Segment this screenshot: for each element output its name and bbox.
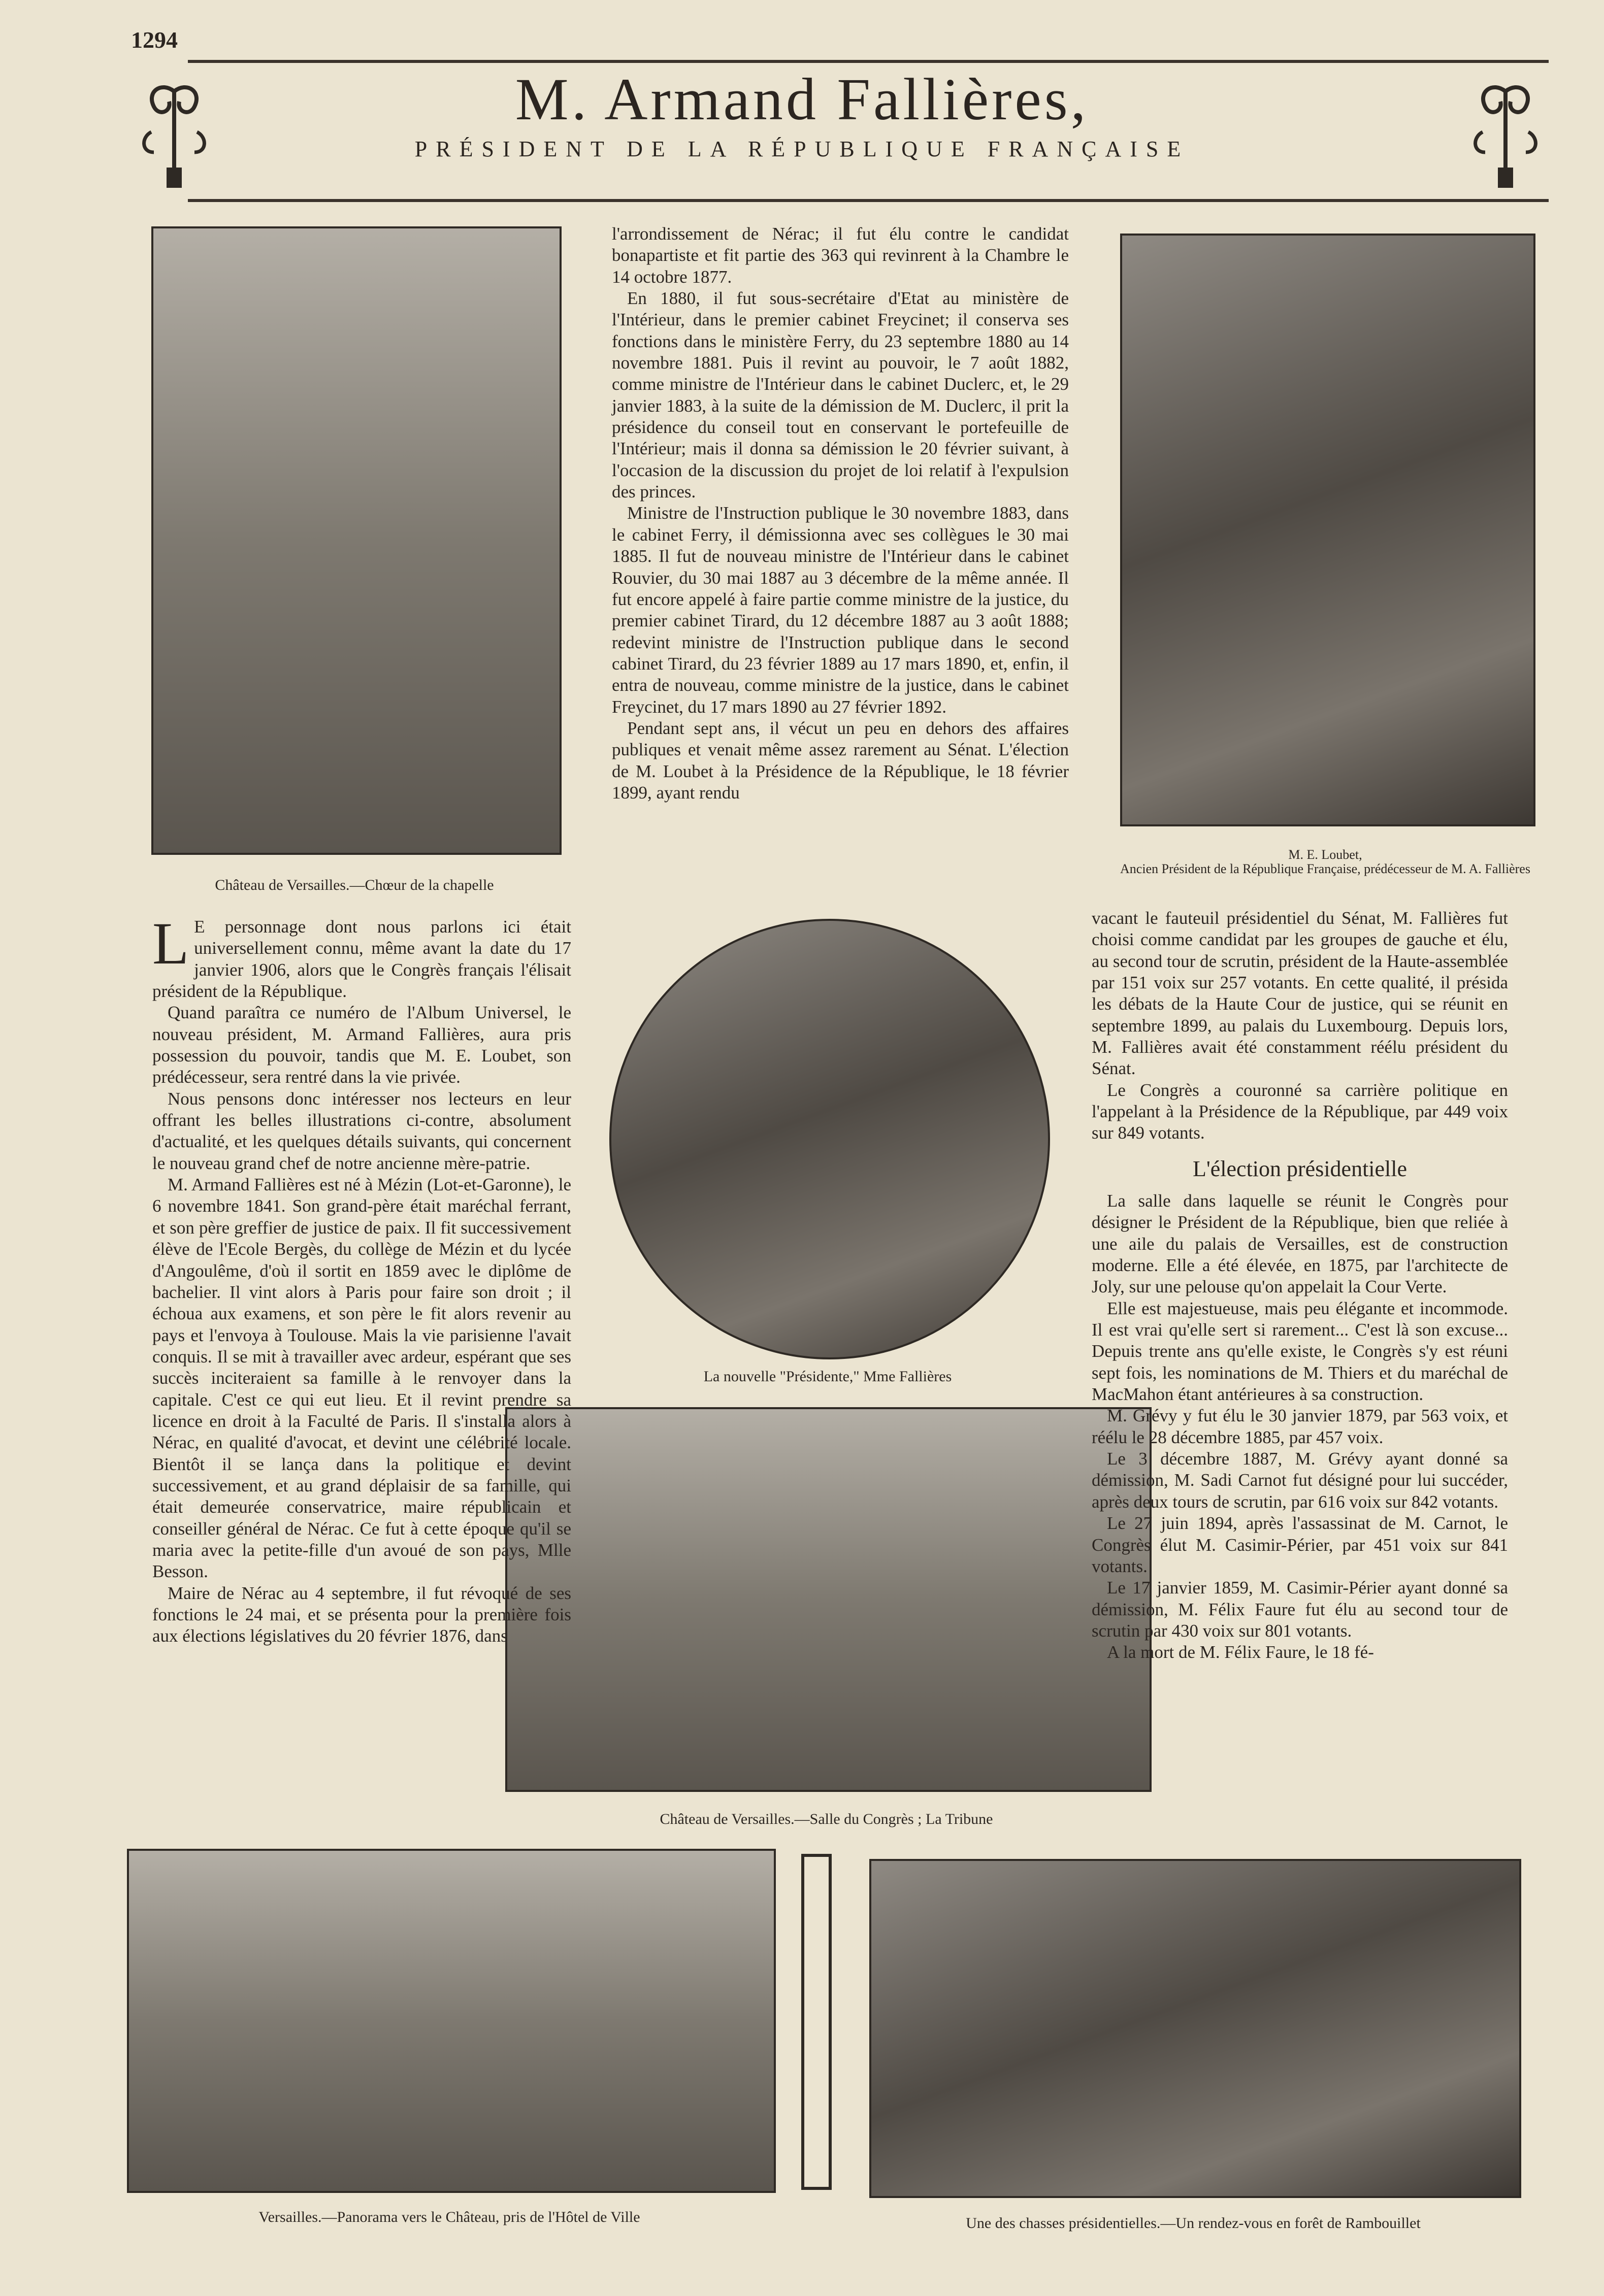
loubet-portrait (1120, 234, 1535, 826)
col1-paragraph-5: Maire de Nérac au 4 septembre, il fut révoqué de ses fonctions le 24 mai, et se présenta pour la première fois aux élections législatives du 20 février 1876, dans (152, 1583, 571, 1646)
col2-paragraph-2: En 1880, il fut sous-secrétaire d'Etat au ministère de l'Intérieur, dans le premier cabinet Freycinet; il conserva ses fonctions dans le ministère Ferry, du 23 septembre 1880 au 14 novembre 1881. Puis il revint au pouvoir, le 7 août 1882, comme ministre de l'Intérieur dans le cabinet Duclerc, et, le 29 janvier 1883, à la suite de la démission de M. Duclerc, il prit la présidence du conseil tout en conservant le portefeuille de l'Intérieur; mais il donna sa démission le 20 février suivant, à l'occasion de la discussion du projet de loi relatif à l'expulsion des princes. (612, 288, 1069, 502)
col3-paragraph-7: Le 27 juin 1894, après l'assassinat de M. Carnot, le Congrès élut M. Casimir-Périer, par 451 voix sur 841 votants. (1092, 1513, 1508, 1576)
chasse-photo (869, 1859, 1521, 2198)
chasse-caption: Une des chasses présidentielles.—Un rendez-vous en forêt de Rambouillet (966, 2215, 1421, 2232)
presidente-portrait (609, 919, 1050, 1359)
article-column-2 (612, 223, 1069, 804)
col1-paragraph-2: Quand paraîtra ce numéro de l'Album Universel, le nouveau président, M. Armand Fallières, aura pris possession du pouvoir, tandis que M. E. Loubet, son prédécesseur, sera rentré dans la vie privée. (152, 1003, 571, 1087)
congres-hall-photo (505, 1407, 1152, 1792)
col2-paragraph-4: Pendant sept ans, il vécut un peu en dehors des affaires publiques et venait même assez rarement au Sénat. L'élection de M. Loubet à la Présidence de la République, le 18 février 1899, ayant rendu (612, 718, 1069, 803)
page-subtitle: PRÉSIDENT DE LA RÉPUBLIQUE FRANÇAISE (414, 137, 1190, 161)
congres-caption: Château de Versailles.—Salle du Congrès ; La Tribune (660, 1811, 993, 1827)
col3-paragraph-4: Elle est majestueuse, mais peu élégante et incommode. Il est vrai qu'elle sert si rarement... C'est là son excuse... Depuis trente ans qu'elle existe, le Congrès s'y est réuni sept fois, les nominations de M. Thiers et du maréchal de MacMahon étant antérieures à sa construction. (1092, 1298, 1508, 1405)
chapel-photo (151, 226, 562, 855)
panorama-photo (127, 1849, 776, 2193)
chapel-caption: Château de Versailles.—Chœur de la chapelle (215, 877, 494, 893)
page-title: M. Armand Fallières, (515, 66, 1089, 132)
article-column-1 (152, 910, 572, 1647)
col1-paragraph-4: M. Armand Fallières est né à Mézin (Lot-et-Garonne), le 6 novembre 1841. Son grand-père était maréchal ferrant, et son père greffier de justice de paix. Il fit successivement élève de l'Ecole Bergès, du collège de Mézin et du lycée d'Angoulême, d'où il sortit en 1859 avec le diplôme de bachelier. Il vint alors à Paris pour faire son droit ; il échoua aux examens, et son père le fit alors revenir au pays et l'envoya à Toulouse. Mais la vie parisienne l'avait conquis. Il se mit à travailler avec ardeur, espérant que ses succès inciteraient sa famille à le renvoyer dans la capitale. C'est ce qui eut lieu. Et il revint prendre sa licence en droit à la Faculté de Paris. Il s'installa alors à Nérac, en qualité d'avocat, et devint une célébrité locale. Bientôt il se lança dans la politique et devint successivement, et au grand déplaisir de sa famille, qui était demeurée conservatrice, maire républicain et conseiller général de Nérac. Ce fut à cette époque qu'il se maria avec la petite-fille d'un avoué de son pays, Mlle Besson. (152, 1175, 572, 1582)
col3-paragraph-2: Le Congrès a couronné sa carrière politique en l'appelant à la Présidence de la République, par 449 voix sur 849 votants. (1092, 1080, 1508, 1143)
col3-paragraph-1: vacant le fauteuil présidentiel du Sénat, M. Fallières fut choisi comme candidat par les groupes de gauche et élu, au second tour de scrutin, président de la Haute-assemblée par 151 voix sur 257 votants. En cette qualité, il présida les débats de la Haute Cour de justice, qui se réunit en septembre 1899, au palais du Luxembourg. Depuis lors, M. Fallières avait été constamment réélu président du Sénat. (1092, 908, 1508, 1079)
article-column-3 (1092, 908, 1508, 1663)
panorama-caption: Versailles.—Panorama vers le Château, pris de l'Hôtel de Ville (258, 2209, 640, 2225)
col1-paragraph-3: Nous pensons donc intéresser nos lecteurs en leur offrant les belles illustrations ci-contre, absolument d'actualité, et les quelques détails suivants, qui concernent le nouveau grand chef de notre ancienne mère-patrie. (152, 1088, 571, 1173)
col3-paragraph-8: Le 17 janvier 1859, M. Casimir-Périer ayant donné sa démission, M. Félix Faure fut élu au second tour de scrutin par 430 voix sur 801 votants. (1092, 1578, 1508, 1641)
col1-paragraph-1: E personnage dont nous parlons ici était universellement connu, même avant la date du 17 janvier 1906, alors que le Congrès français l'élisait président de la République. (152, 917, 571, 1002)
col3-paragraph-3: La salle dans laquelle se réunit le Congrès pour désigner le Président de la République, bien que reliée à une aile du palais de Versailles, est de construction moderne. Elle a été élevée, en 1875, par l'architecte de Joly, sur une pelouse qu'on appelait la Cour Verte. (1092, 1191, 1508, 1297)
page-number: 1294 (131, 27, 178, 53)
col3-paragraph-6: Le 3 décembre 1887, M. Grévy ayant donné sa démission, M. Sadi Carnot fut désigné pour lui succéder, après deux tours de scrutin, par 616 voix sur 842 votants. (1092, 1449, 1508, 1512)
col2-paragraph-3: Ministre de l'Instruction publique le 30 novembre 1883, dans le cabinet Ferry, il démissionna avec ses collègues le 30 mai 1885. Il fut de nouveau ministre de l'Intérieur dans le cabinet Rouvier, du 30 mai 1887 au 3 décembre de la même année. Il fut encore appelé à faire partie comme ministre de la justice, du premier cabinet Tirard, du 12 décembre 1887 au 3 août 1888; redevint ministre de l'Instruction publique dans le second cabinet Tirard, du 23 février 1889 au 17 mars 1890, et, enfin, il entra de nouveau, comme ministre de la justice, dans le cabinet Freycinet, du 17 mars 1890 au 27 février 1892. (612, 503, 1069, 717)
loubet-caption-name: M. E. Loubet, (1288, 847, 1362, 862)
vertical-ornament (801, 1854, 832, 2190)
loubet-caption-desc: Ancien Président de la République Française, prédécesseur de M. A. Fallières (1120, 861, 1530, 876)
presidente-caption: La nouvelle "Présidente," Mme Fallières (703, 1368, 952, 1385)
col3-paragraph-5: M. Grévy y fut élu le 30 janvier 1879, par 563 voix, et réélu le 28 décembre 1885, par 457 voix. (1092, 1406, 1508, 1447)
col3-paragraph-9: A la mort de M. Félix Faure, le 18 fé- (1107, 1642, 1374, 1662)
section-title-election: L'élection présidentielle (1192, 1156, 1407, 1181)
drop-cap: L (152, 910, 189, 977)
col2-paragraph-1: l'arrondissement de Nérac; il fut élu contre le candidat bonapartiste et fit partie des 363 qui revinrent à la Chambre le 14 octobre 1877. (612, 224, 1069, 287)
